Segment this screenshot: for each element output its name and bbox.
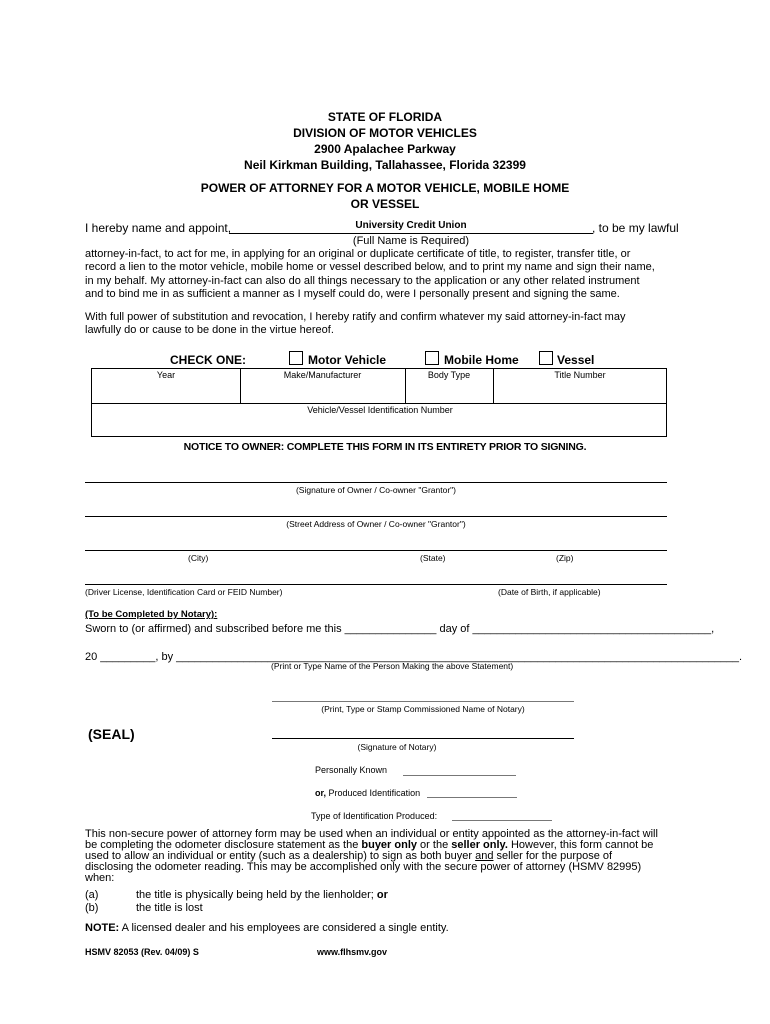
condition-b-text: the title is lost <box>136 902 203 914</box>
condition-a-label: (a) <box>85 889 99 901</box>
motor-vehicle-label: Motor Vehicle <box>308 353 387 367</box>
sworn-statement: Sworn to (or affirmed) and subscribed before me this _______________ day of _______________________________________, <box>85 623 715 635</box>
zip-caption: (Zip) <box>556 553 574 563</box>
check-one-label: CHECK ONE: <box>170 353 247 367</box>
title-number-column-header: Title Number <box>554 370 606 380</box>
dob-caption: (Date of Birth, if applicable) <box>498 587 601 597</box>
produced-id-text: Produced Identification <box>328 788 421 798</box>
commissioned-name-line[interactable] <box>272 701 574 702</box>
produced-id-label <box>315 788 420 798</box>
header-line-1: STATE OF FLORIDA <box>327 110 443 124</box>
appoint-prefix: I hereby name and appoint, <box>85 221 232 235</box>
notary-heading: (To be Completed by Notary): <box>85 609 218 620</box>
notary-signature-caption: (Signature of Notary) <box>357 742 437 752</box>
odometer-disclosure-paragraph <box>85 829 685 884</box>
disclosure-line: This non-secure power of attorney form may be used when an individual or entity appointed as the attorney-in-fact will <box>85 828 658 840</box>
make-column-header: Make/Manufacturer <box>283 370 362 380</box>
vessel-checkbox[interactable] <box>539 351 553 365</box>
motor-vehicle-checkbox[interactable] <box>289 351 303 365</box>
mobile-home-checkbox[interactable] <box>425 351 439 365</box>
personally-known-line[interactable] <box>403 775 516 776</box>
authority-paragraph <box>85 248 685 301</box>
header-line-3: 2900 Apalachee Parkway <box>314 142 456 156</box>
appointee-name-line <box>229 233 593 234</box>
body-type-column-header: Body Type <box>427 370 471 380</box>
print-name-caption: (Print or Type Name of the Person Making the above Statement) <box>271 661 514 671</box>
appoint-suffix: , to be my lawful <box>592 221 679 235</box>
seal-label: (SEAL) <box>88 726 135 742</box>
paragraph-line: attorney-in-fact, to act for me, in applying for an original or duplicate certificate of title, to register, transfer title, or <box>85 248 631 260</box>
vin-field-label: Vehicle/Vessel Identification Number <box>307 405 453 415</box>
vessel-label: Vessel <box>557 353 595 367</box>
ratify-paragraph <box>85 311 685 338</box>
notary-signature-line[interactable] <box>272 738 574 739</box>
website-link[interactable]: www.flhsmv.gov <box>317 947 388 957</box>
city-state-zip-line[interactable] <box>85 550 667 551</box>
produced-id-line[interactable] <box>427 797 517 798</box>
header-line-2: DIVISION OF MOTOR VEHICLES <box>293 126 477 140</box>
title-line-1: POWER OF ATTORNEY FOR A MOTOR VEHICLE, MOBILE HOME <box>200 181 570 195</box>
disclosure-line: be completing the odometer disclosure statement as the buyer only or the seller only. However, this form cannot be <box>85 839 654 851</box>
street-address-caption: (Street Address of Owner / Co-owner "Grantor") <box>286 519 466 529</box>
title-line-2: OR VESSEL <box>350 197 420 211</box>
disclosure-line: used to allow an individual or entity (such as a dealership) to sign as both buyer and seller for the purpose of <box>85 850 613 862</box>
condition-a-text: the title is physically being held by the lienholder; or <box>136 889 388 901</box>
paragraph-line: With full power of substitution and revocation, I hereby ratify and confirm whatever my said attorney-in-fact may <box>85 311 626 323</box>
produced-or: or, <box>315 788 327 798</box>
id-type-label: Type of Identification Produced: <box>311 811 438 821</box>
full-name-caption: (Full Name is Required) <box>352 235 470 247</box>
form-title <box>0 180 770 212</box>
paragraph-line: and to bind me in as sufficient a manner as I myself could do, were I personally present and signing the same. <box>85 287 620 300</box>
license-caption: (Driver License, Identification Card or FEID Number) <box>85 587 283 597</box>
condition-b-label: (b) <box>85 902 99 914</box>
header-line-4: Neil Kirkman Building, Tallahassee, Florida 32399 <box>244 158 526 172</box>
agency-header <box>0 109 770 173</box>
paragraph-line: in my behalf. My attorney-in-fact can also do all things necessary to the application or any other related instrument <box>85 274 640 287</box>
state-caption: (State) <box>420 553 446 563</box>
form-number: HSMV 82053 (Rev. 04/09) S <box>85 947 199 957</box>
dealer-note: NOTE: A licensed dealer and his employees are considered a single entity. <box>85 922 449 934</box>
paragraph-line: record a lien to the motor vehicle, mobile home or vessel described below, and to print my name and sign their name, <box>85 261 655 274</box>
year-by-line: 20 _________, by ____________________________________________________________________________________________. <box>85 651 743 663</box>
commissioned-name-caption: (Print, Type or Stamp Commissioned Name of Notary) <box>321 704 525 714</box>
personally-known-label: Personally Known <box>315 765 388 775</box>
paragraph-line: lawfully do or cause to be done in the virtue hereof. <box>85 324 334 337</box>
id-type-line[interactable] <box>452 820 552 821</box>
year-column-header: Year <box>156 370 176 380</box>
notice-to-owner: NOTICE TO OWNER: COMPLETE THIS FORM IN ITS ENTIRETY PRIOR TO SIGNING. <box>183 441 587 453</box>
owner-signature-line[interactable] <box>85 482 667 483</box>
vehicle-info-table <box>91 368 667 437</box>
owner-signature-caption: (Signature of Owner / Co-owner "Grantor") <box>295 485 457 495</box>
license-dob-line[interactable] <box>85 584 667 585</box>
disclosure-line: when: <box>85 872 115 884</box>
city-caption: (City) <box>188 553 209 563</box>
row-divider <box>92 403 666 404</box>
street-address-line[interactable] <box>85 516 667 517</box>
mobile-home-label: Mobile Home <box>444 353 519 367</box>
appointee-name-field[interactable]: University Credit Union <box>355 220 467 231</box>
disclosure-line: disclosing the odometer reading. This may be accomplished only with the secure power of attorney (HSMV 82995) <box>85 861 642 873</box>
